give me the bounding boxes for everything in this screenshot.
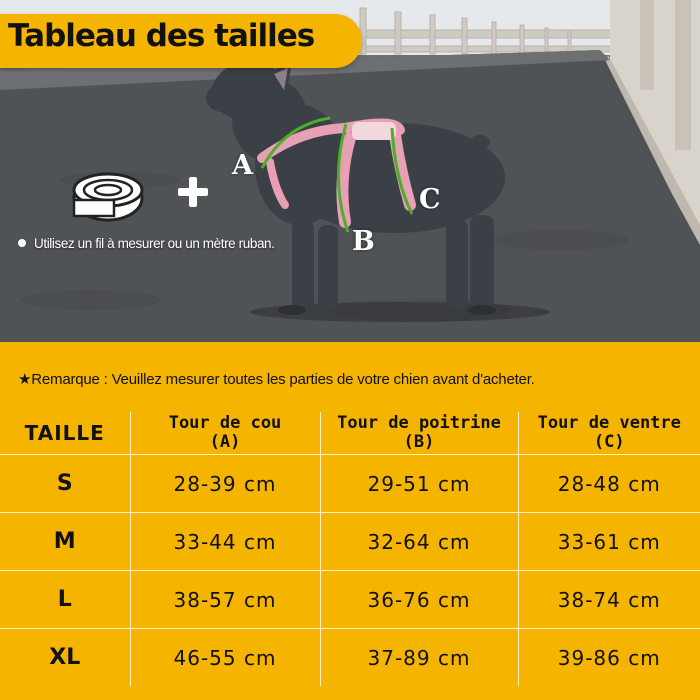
table-row xyxy=(0,629,700,687)
table-row xyxy=(0,455,700,513)
header-neck xyxy=(130,412,320,455)
header-chest-letter: (B) xyxy=(403,432,435,452)
header-neck-label: Tour de cou xyxy=(168,413,282,433)
size-cell: L xyxy=(0,571,130,629)
chest-cell: 37-89 cm xyxy=(320,629,518,687)
header-belly-letter: (C) xyxy=(593,432,625,452)
marker-b: B xyxy=(352,226,375,257)
size-table xyxy=(0,412,700,686)
size-cell: M xyxy=(0,513,130,571)
header-taille xyxy=(0,412,130,455)
marker-c: C xyxy=(419,184,441,215)
chest-cell: 36-76 cm xyxy=(320,571,518,629)
header-belly xyxy=(518,412,700,455)
belly-cell: 33-61 cm xyxy=(518,513,700,571)
header-taille-label: TAILLE xyxy=(24,420,105,445)
chest-cell: 32-64 cm xyxy=(320,513,518,571)
belly-cell: 39-86 cm xyxy=(518,629,700,687)
header-chest xyxy=(320,412,518,455)
header-neck-letter: (A) xyxy=(209,432,241,452)
belly-cell: 38-74 cm xyxy=(518,571,700,629)
belly-cell: 28-48 cm xyxy=(518,455,700,513)
measuring-tip xyxy=(18,236,275,251)
table-row xyxy=(0,571,700,629)
measuring-tape-icon xyxy=(74,174,142,220)
neck-cell: 46-55 cm xyxy=(130,629,320,687)
header-chest-label: Tour de poitrine xyxy=(337,413,501,433)
neck-cell: 33-44 cm xyxy=(130,513,320,571)
marker-a: A xyxy=(232,150,253,181)
measuring-tip-text: Utilisez un fil à mesurer ou un mètre ruban. xyxy=(34,236,275,251)
size-cell: XL xyxy=(0,629,130,687)
neck-cell: 28-39 cm xyxy=(130,455,320,513)
dog-photo xyxy=(0,0,700,342)
remark-note: ★Remarque : Veuillez mesurer toutes les parties de votre chien avant d'acheter. xyxy=(18,371,535,388)
table-header-row xyxy=(0,412,700,455)
neck-cell: 38-57 cm xyxy=(130,571,320,629)
bullet-icon xyxy=(18,239,26,247)
chest-cell: 29-51 cm xyxy=(320,455,518,513)
size-cell: S xyxy=(0,455,130,513)
table-row xyxy=(0,513,700,571)
header-belly-label: Tour de ventre xyxy=(537,413,681,433)
page-title: Tableau des tailles xyxy=(8,18,315,54)
